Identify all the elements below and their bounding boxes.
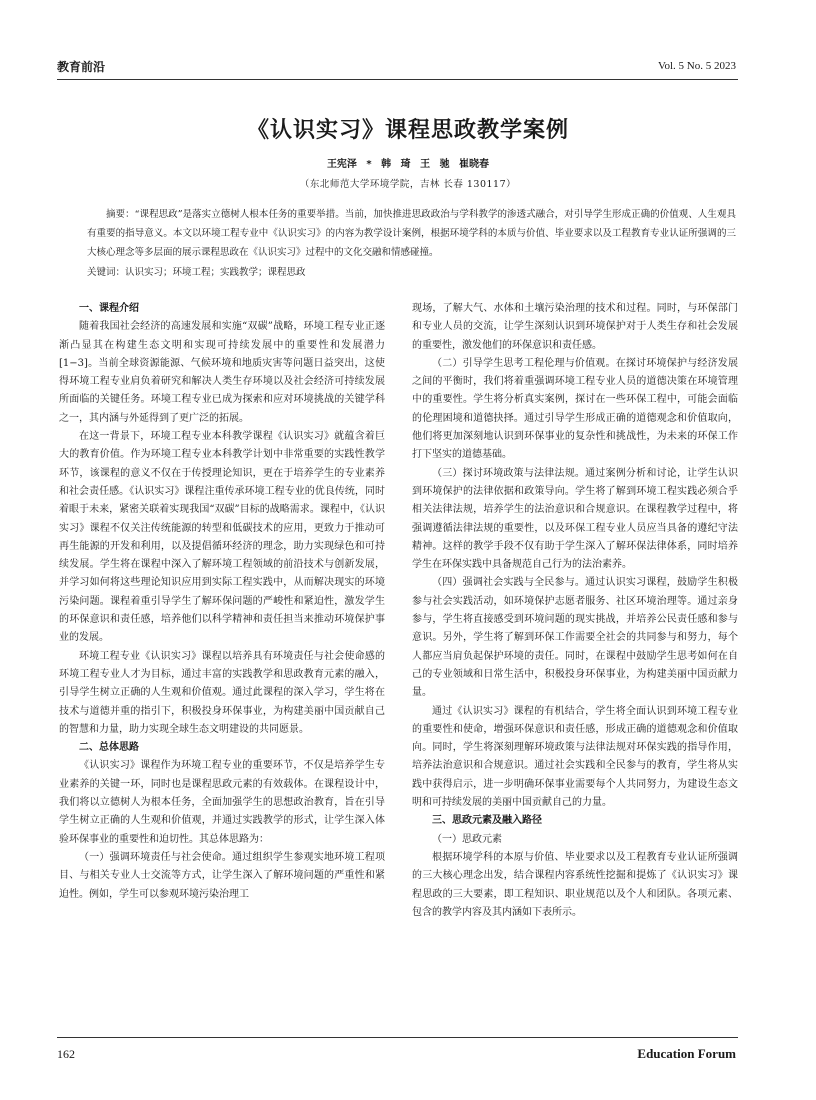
paragraph: 随着我国社会经济的高速发展和实施“双碳”战略，环境工程专业正逐渐凸显其在构建生态文明和实现可持续发展中的重要性和发展潜力[1−3]。当前全球资源能源、气候环境和地质灾害等问题日益突出，这使得环境工程专业肩负着研究和解决人类生存环境以及社会经济可持续发展所面临的关键任务。环境工程专业已成为探索和应对环境挑战的关键学科之一，其内涵与外延得到了更广泛的拓展。 xyxy=(59,321,385,424)
left-column xyxy=(59,300,385,904)
paragraph: 《认识实习》课程作为环境工程专业的重要环节，不仅是培养学生专业素养的关键一环，同时也是课程思政元素的有效载体。在课程设计中，我们将以立德树人为根本任务，全面加强学生的思想政治教育，旨在引导学生树立正确的人生观和价值观，并通过实践教学的形式，让学生深入体验环保事业的重要性和迫切性。其总体思路为： xyxy=(59,760,385,845)
paragraph: 环境工程专业《认识实习》课程以培养具有环境责任与社会使命感的环境工程专业人才为目标，通过丰富的实践教学和思政教育元素的融入，引导学生树立正确的人生观和价值观。通过此课程的深入学习，学生将在技术与道德并重的指引下，积极投身环保事业，为构建美丽中国贡献自己的智慧和力量，助力实现全球生态文明建设的共同愿景。 xyxy=(59,650,385,735)
abstract: 摘要：“课程思政”是落实立德树人根本任务的重要举措。当前，加快推进思政政治与学科教学的渗透式融合，对引导学生形成正确的价值观、人生观具有重要的指导意义。本文以环境工程专业中《认识实习》的内容为教学设计案例，根据环境学科的本质与价值、毕业要求以及工程教育专业认证所强调的三大核心理念等多层面的展示课程思政在《认识实习》过程中的文化交融和情感碰撞。 xyxy=(87,209,736,258)
article-authors: 王宪泽 * 韩 琦 王 驰 崔晓春 xyxy=(326,159,490,170)
page-number: 162 xyxy=(57,1047,75,1061)
paragraph: （四）强调社会实践与全民参与。通过认识实习课程，鼓励学生积极参与社会实践活动，如环境保护志愿者服务、社区环境治理等。通过亲身参与，学生将直接感受到环境问题的现实挑战，并培养公民责任感和参与意识。另外，学生将了解到环保工作需要全社会的共同参与和努力，每个人都应当肩负起保护环境的责任。同时，在课程中鼓励学生思考如何在自己的专业领域和日常生活中，积极投身环保事业，为构建美丽中国贡献力量。 xyxy=(412,577,738,699)
paragraph: （三）探讨环境政策与法律法规。通过案例分析和讨论，让学生认识到环境保护的法律依据和政策导向。学生将了解到环境工程实践必须合乎相关法律法规，培养学生的法治意识和合规意识。在课程教学过程中，将强调遵循法律法规的重要性，以及环保工程专业人员应当具备的遵纪守法精神。这样的教学手段不仅有助于学生深入了解环保法律体系，同时培养学生在环保实践中具备规范自己行为的法治素养。 xyxy=(412,467,738,571)
paragraph: 通过《认识实习》课程的有机结合，学生将全面认识到环境工程专业的重要性和使命，增强环保意识和责任感，形成正确的道德观念和价值取向。同时，学生将深刻理解环境政策与法律法规对环保实践的指导作用，培养法治意识和合规意识。通过社会实践和全民参与的教育，学生将从实践中获得启示，进一步明确环保事业需要每个人共同努力，为建设生态文明和可持续发展的美丽中国贡献自己的力量。 xyxy=(412,705,738,809)
paragraph: 现场，了解大气、水体和土壤污染治理的技术和过程。同时，与环保部门和专业人员的交流，让学生深刻认识到环境保护对于人类生存和社会发展的重要性，激发他们的环保意识和责任感。 xyxy=(412,303,738,351)
paragraph: 在这一背景下，环境工程专业本科教学课程《认识实习》就蕴含着巨大的教育价值。作为环境工程专业本科教学计划中非常重要的实践性教学环节，该课程的意义不仅在于传授理论知识，更在于培养学生的专业素养和社会责任感。《认识实习》课程注重传承环境工程专业的优良传统，同时着眼于未来，紧密关联着实现我国“双碳”目标的战略需求。课程中，《认识实习》课程不仅关注传统能源的转型和低碳技术的应用，更致力于推动可再生能源的开发和利用，以及提倡循环经济的理念，助力实现绿色和可持续发展。学生将在课程中深入了解环境工程领域的前沿技术与创新发展，并学习如何将这些理论知识应用到实际工程实践中，从而解决现实的环境污染问题。课程着重引导学生了解环保问题的严峻性和紧迫性，激发学生的环保意识和责任感，培养他们以科学精神和责任担当来推动环境保护事业的发展。 xyxy=(59,431,385,644)
journal-name: 教育前沿 xyxy=(57,60,106,74)
header-rule xyxy=(57,79,738,80)
subsection-heading: （一）思政元素 xyxy=(432,833,502,845)
paragraph: （二）引导学生思考工程伦理与价值观。在探讨环境保护与经济发展之间的平衡时，我们将着重强调环境工程专业人员的道德决策在环境管理中的重要性。学生将分析真实案例，探讨在一些环保工程中，可能会面临的伦理困境和道德抉择。通过引导学生形成正确的道德观念和价值取向，他们将更加深刻地认识到环保事业的复杂性和挑战性，为未来的环保工作打下坚实的道德基础。 xyxy=(412,357,738,461)
section-heading: 三、思政元素及融入路径 xyxy=(432,815,542,827)
paragraph: （一）强调环境责任与社会使命。通过组织学生参观实地环境工程项目、与相关专业人士交流等方式，让学生深入了解环境问题的严重性和紧迫性。例如，学生可以参观环境污染治理工 xyxy=(59,851,385,900)
article-title: 《认识实习》课程思政教学案例 xyxy=(246,118,569,143)
section-heading: 二、总体思路 xyxy=(79,742,139,754)
keywords: 关键词：认识实习；环境工程；实践教学；课程思政 xyxy=(87,267,306,278)
footer-rule xyxy=(57,1037,738,1038)
article-affiliation: （东北师范大学环境学院，吉林 长春 130117） xyxy=(299,179,517,190)
right-column xyxy=(412,300,738,922)
volume-info: Vol. 5 No. 5 2023 xyxy=(657,60,736,72)
section-heading: 一、课程介绍 xyxy=(79,303,139,314)
journal-name-en: Education Forum xyxy=(637,1046,736,1061)
paragraph: 根据环境学科的本原与价值、毕业要求以及工程教育专业认证所强调的三大核心理念出发，结合课程内容系统性挖掘和提炼了《认识实习》课程思政的三大要素，即工程知识、职业规范以及个人和团队。各项元素、包含的教学内容及其内涵如下表所示。 xyxy=(412,851,738,918)
